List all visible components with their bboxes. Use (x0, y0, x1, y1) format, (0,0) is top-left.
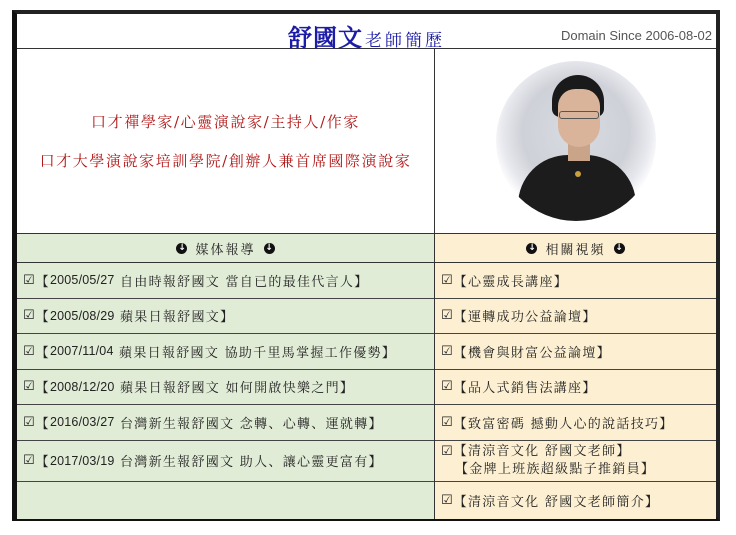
video-item-4[interactable] (435, 370, 716, 406)
checkbox-checked-icon: ☑ (441, 379, 453, 395)
video-item-link[interactable]: 【金牌上班族超級點子推銷員】 (455, 461, 656, 477)
domain-since-label: Domain Since 2006-08-02 (560, 28, 712, 43)
media-item-text[interactable]: 台灣新生報舒國文 助人、讓心靈更富有】 (119, 455, 383, 470)
video-item-1[interactable] (435, 263, 716, 299)
checkbox-checked-icon: ☑ (23, 414, 35, 430)
video-item-5[interactable] (435, 405, 716, 441)
media-section-header (17, 234, 434, 263)
media-item-date: 2016/03/27 (49, 415, 115, 430)
checkbox-checked-icon: ☑ (23, 343, 35, 359)
media-item-text[interactable]: 蘋果日報舒國文 協助千里馬掌握工作優勢】 (119, 345, 397, 361)
profile-frame (12, 10, 720, 521)
circled-down-arrow-icon: ↓ (528, 242, 536, 253)
video-item-3[interactable] (435, 334, 716, 370)
portrait-photo (496, 61, 656, 221)
video-item-line-1 (441, 443, 631, 461)
checkbox-checked-icon: ☑ (23, 379, 35, 395)
media-item-date: 2008/12/20 (49, 379, 115, 394)
portrait-button (575, 171, 581, 177)
video-section (435, 234, 716, 519)
video-section-header (435, 234, 716, 263)
video-item-link[interactable]: 【致富密碼 撼動人心的說話技巧】 (453, 416, 674, 432)
media-item-date: 2017/03/19 (49, 453, 115, 468)
media-item-2005-05-27[interactable]: ☑ 【 2005/05/27 自由時報舒國文 當自已的最佳代言人】 (17, 263, 434, 299)
portrait-glasses (559, 111, 599, 119)
circled-down-arrow-icon: ↓ (178, 242, 186, 253)
checkbox-checked-icon: ☑ (441, 308, 453, 324)
media-empty-row (17, 482, 434, 519)
intro-cell (17, 49, 435, 234)
checkbox-checked-icon: ☑ (441, 492, 453, 508)
media-item-date: 2007/11/04 (49, 344, 114, 359)
video-item-2[interactable] (435, 299, 716, 335)
video-item-line-2 (441, 461, 655, 479)
video-item-link[interactable]: 【清涼音文化 舒國文老師簡介】 (453, 494, 660, 510)
media-item-text[interactable]: 蘋果日報舒國文 如何開啟快樂之門】 (119, 381, 355, 397)
circled-down-arrow-icon: ↓ (265, 242, 273, 253)
media-section-title: 媒体報導 (195, 242, 256, 258)
title-suffix: 老師簡歷 (365, 31, 445, 51)
portrait-body (518, 155, 636, 221)
title-name: 舒國文 (288, 23, 363, 52)
media-item-2017-03-19[interactable]: ☑ 【 2017/03/19 台灣新生報舒國文 助人、讓心靈更富有】 (17, 441, 434, 482)
video-item-link[interactable]: 【心靈成長講座】 (453, 274, 569, 290)
media-item-text[interactable]: 蘋果日報舒國文】 (119, 310, 235, 326)
media-item-2007-11-04[interactable]: ☑ 【 2007/11/04 蘋果日報舒國文 協助千里馬掌握工作優勢】 (17, 334, 434, 370)
media-item-date: 2005/05/27 (49, 273, 115, 288)
video-item-link[interactable]: 【品人式銷售法講座】 (453, 381, 597, 397)
video-section-title: 相關視頻 (545, 242, 606, 258)
circled-down-arrow-icon: ↓ (615, 242, 623, 253)
media-item-text[interactable]: 台灣新生報舒國文 念轉、心轉、運就轉】 (119, 416, 383, 432)
checkbox-checked-icon: ☑ (441, 272, 453, 288)
video-item-6[interactable] (435, 441, 716, 482)
intro-line-2: 口才大學演說家培訓學院/創辦人兼首席國際演說家 (39, 152, 412, 170)
intro-line-1: 口才禪學家/心靈演說家/主持人/作家 (91, 113, 360, 131)
checkbox-checked-icon: ☑ (441, 343, 453, 359)
checkbox-checked-icon: ☑ (23, 308, 35, 324)
checkbox-checked-icon: ☑ (441, 414, 453, 430)
media-item-2016-03-27[interactable]: ☑ 【 2016/03/27 台灣新生報舒國文 念轉、心轉、運就轉】 (17, 405, 434, 441)
checkbox-checked-icon: ☑ (23, 453, 35, 468)
media-section (17, 234, 435, 519)
video-item-link[interactable]: 【機會與財富公益論壇】 (453, 345, 611, 361)
media-item-2008-12-20[interactable]: ☑ 【 2008/12/20 蘋果日報舒國文 如何開啟快樂之門】 (17, 370, 434, 406)
video-item-7[interactable] (435, 482, 716, 519)
checkbox-checked-icon: ☑ (441, 443, 453, 459)
video-item-link[interactable]: 【清涼音文化 舒國文老師】 (453, 443, 631, 459)
media-item-2005-08-29[interactable]: ☑ 【 2005/08/29 蘋果日報舒國文】 (17, 299, 434, 335)
photo-cell (435, 49, 716, 234)
video-item-link[interactable]: 【運轉成功公益論壇】 (453, 310, 597, 326)
page-header (17, 14, 716, 52)
checkbox-checked-icon: ☑ (23, 272, 35, 288)
media-item-text[interactable]: 自由時報舒國文 當自已的最佳代言人】 (119, 274, 369, 290)
media-item-date: 2005/08/29 (49, 308, 115, 323)
